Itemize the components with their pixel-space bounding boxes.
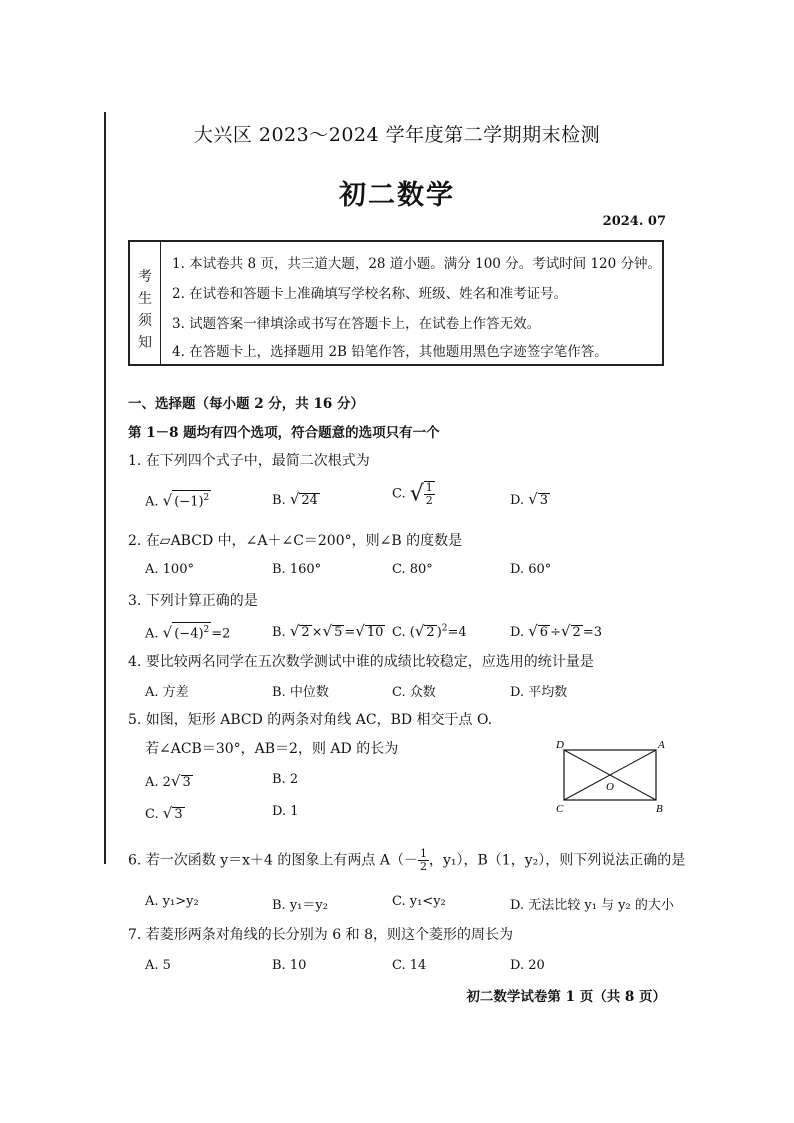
q5-option-d: D. 1 <box>272 804 299 819</box>
radicand: 24 <box>301 493 318 508</box>
fraction-denominator: 2 <box>419 860 427 873</box>
q3-option-b: B. √ 2 ×√ 5 =√ 10 <box>272 622 384 640</box>
vertex-label-b: B <box>656 803 663 815</box>
notice-item: 1. 本试卷共 8 页，共三道大题，28 道小题。满分 100 分。考试时间 120 分钟。 <box>172 256 662 272</box>
notice-item: 2. 在试卷和答题卡上准确填写学校名称、班级、姓名和准考证号。 <box>172 286 568 302</box>
q4-option-a: A. 方差 <box>145 685 189 700</box>
q4-option-d: D. 平均数 <box>510 685 568 700</box>
q3-option-c: C. (√ 2 )$^2$=4 <box>392 622 467 640</box>
option-label: C. <box>392 625 406 640</box>
question-3-stem: 3. 下列计算正确的是 <box>128 593 258 609</box>
exam-date: 2024. 07 <box>602 214 666 229</box>
q3-option-d: D. √ 6 ÷√ 2 =3 <box>510 622 602 640</box>
q2-option-b: B. 160° <box>272 562 322 577</box>
radicand: (−4) <box>174 626 204 642</box>
option-label: D. <box>510 493 525 508</box>
radicand: 3 <box>182 775 191 790</box>
radicand: 2 <box>426 625 435 640</box>
operator: ÷ <box>550 625 561 640</box>
page-footer: 初二数学试卷第 1 页（共 8 页） <box>466 989 666 1005</box>
binding-margin-line <box>104 112 106 864</box>
fraction-numerator: 1 <box>419 847 427 860</box>
q2-option-a: A. 100° <box>145 562 194 577</box>
radicand: 2 <box>572 625 581 640</box>
q7-option-c: C. 14 <box>392 958 427 973</box>
expression-tail: =2 <box>211 626 231 642</box>
notice-side-char: 考 <box>138 269 152 285</box>
notice-side-char: 知 <box>138 335 152 351</box>
radicand: 3 <box>174 807 183 822</box>
option-label: B. <box>272 493 286 508</box>
option-label: C. <box>145 807 159 822</box>
q1-option-b: B. √ 24 <box>272 490 318 508</box>
radicand: 3 <box>539 493 549 508</box>
notice-side-char: 生 <box>138 291 152 307</box>
question-4-stem: 4. 要比较两名同学在五次数学测试中谁的成绩比较稳定，应选用的统计量是 <box>128 654 594 670</box>
q2-option-c: C. 80° <box>392 562 433 577</box>
radicand: (−1) <box>174 494 204 510</box>
question-7-stem: 7. 若菱形两条对角线的长分别为 6 和 8，则这个菱形的周长为 <box>128 927 513 943</box>
stem-part: 6. 若一次函数 y＝x＋4 的图象上有两点 A（－ <box>128 852 418 869</box>
question-2-stem: 2. 在▱ABCD 中，∠A＋∠C＝200°，则∠B 的度数是 <box>128 533 463 549</box>
option-label: A. <box>145 494 159 510</box>
q1-option-a: A. √ $(-1)^2$ <box>145 491 210 510</box>
q6-option-b: B. y₁＝y₂ <box>272 898 328 913</box>
vertex-label-d: D <box>556 740 564 751</box>
option-label: A. <box>145 626 159 642</box>
fraction-denominator: 2 <box>425 494 433 507</box>
question-5-stem-line2: 若∠ACB＝30°，AB＝2，则 AD 的长为 <box>145 741 399 757</box>
q7-option-d: D. 20 <box>510 958 545 973</box>
fraction-numerator: 1 <box>425 481 433 494</box>
center-label-o: O <box>606 781 614 793</box>
notice-side-char: 须 <box>138 313 152 329</box>
q5-option-b: B. 2 <box>272 772 299 787</box>
q7-option-b: B. 10 <box>272 958 307 973</box>
exponent: 2 <box>203 493 210 503</box>
q2-option-d: D. 60° <box>510 562 552 577</box>
option-label: B. <box>272 625 286 640</box>
operator: = <box>344 625 356 640</box>
section-instruction: 第 1－8 题均有四个选项，符合题意的选项只有一个 <box>128 425 440 441</box>
radicand: 6 <box>539 625 549 640</box>
q3-option-a: A. √ $(-4)^2 =2$ <box>145 623 231 642</box>
notice-item: 3. 试题答案一律填涂或书写在答题卡上，在试卷上作答无效。 <box>172 316 541 332</box>
q4-option-c: C. 众数 <box>392 685 436 700</box>
q4-option-b: B. 中位数 <box>272 685 329 700</box>
question-5-stem: 5. 如图，矩形 ABCD 的两条对角线 AC，BD 相交于点 O. <box>128 712 493 728</box>
paren: ) <box>436 625 442 640</box>
q7-option-a: A. 5 <box>145 958 171 973</box>
notice-side-label <box>130 242 161 364</box>
q6-option-a: A. y₁>y₂ <box>145 894 199 909</box>
q6-option-c: C. y₁<y₂ <box>392 894 446 909</box>
operator: × <box>311 625 323 640</box>
radicand: 5 <box>334 625 343 640</box>
rectangle-diagram <box>552 740 682 820</box>
section-heading: 一、选择题（每小题 2 分，共 16 分） <box>128 396 364 412</box>
paren: ( <box>409 625 415 640</box>
vertex-label-a: A <box>658 740 665 751</box>
q6-option-d: D. 无法比较 y₁ 与 y₂ 的大小 <box>510 898 674 913</box>
radicand: 10 <box>366 625 384 640</box>
exponent: 2 <box>441 623 448 634</box>
question-6-stem <box>128 848 685 873</box>
option-label: D. <box>510 625 525 640</box>
expression-tail: =3 <box>582 625 602 640</box>
q5-option-c: C. √ 3 <box>145 804 183 822</box>
expression-tail: =4 <box>447 625 467 640</box>
stem-part: ，y₁），B（1，y₂），则下列说法正确的是 <box>428 852 686 869</box>
exam-subject: 初二数学 <box>339 180 455 211</box>
q1-option-c: C. √ $\frac{1}{2}$ <box>392 481 433 507</box>
notice-box <box>128 240 664 366</box>
exponent: 2 <box>203 625 210 635</box>
radicand: 2 <box>301 625 310 640</box>
question-1-stem: 1. 在下列四个式子中，最简二次根式为 <box>128 453 370 469</box>
option-label: A. 2 <box>145 775 171 790</box>
q1-option-d: D. √ 3 <box>510 490 549 508</box>
q5-option-a: A. 2√ 3 <box>145 772 191 790</box>
vertex-label-c: C <box>556 803 564 815</box>
notice-item: 4. 在答题卡上，选择题用 2B 铅笔作答，其他题用黑色字迹签字笔作答。 <box>172 344 608 360</box>
option-label: C. <box>392 486 406 502</box>
exam-title: 大兴区 2023～2024 学年度第二学期期末检测 <box>193 124 601 146</box>
